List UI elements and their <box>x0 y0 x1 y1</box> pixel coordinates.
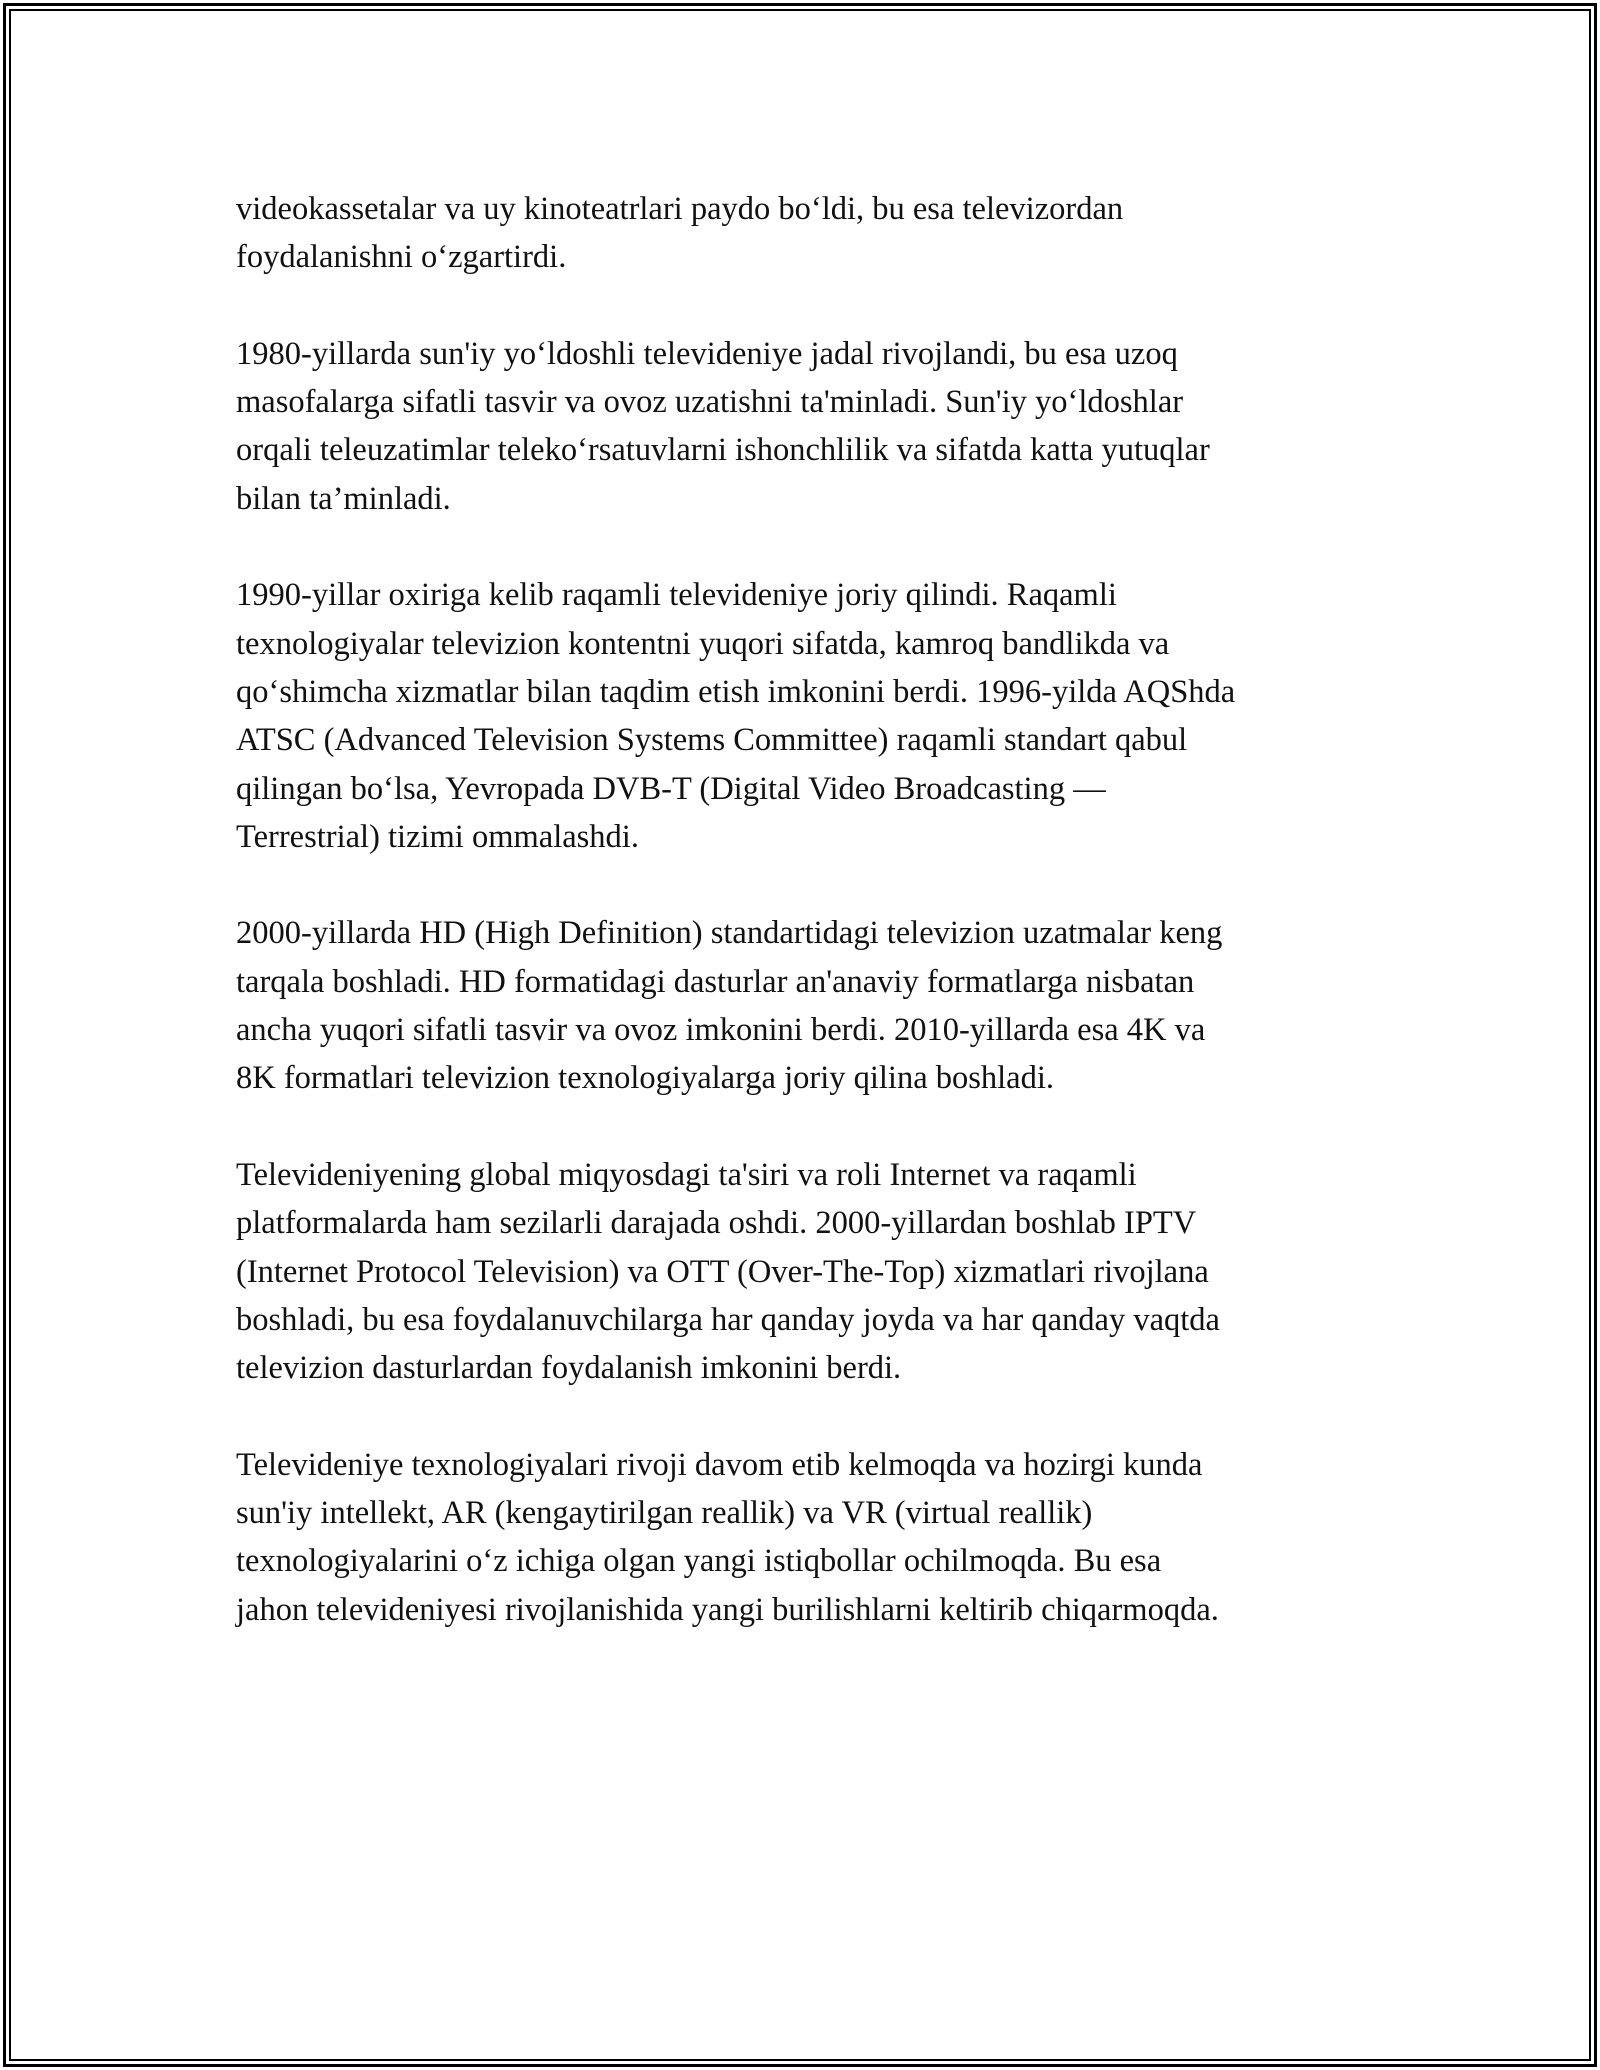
text-line: 2000-yillarda HD (High Definition) standartidagi televizion uzatmalar keng <box>236 915 1223 952</box>
text-line: 1990-yillar oxiriga kelib raqamli televideniye joriy qilindi. Raqamli <box>236 577 1117 614</box>
text-line: texnologiyalarini o‘z ichiga olgan yangi istiqbollar ochilmoqda. Bu esa <box>236 1543 1162 1580</box>
paragraph-1 <box>236 185 1366 282</box>
document-body <box>236 185 1366 1682</box>
paragraph-6 <box>236 1441 1366 1634</box>
text-line: (Internet Protocol Television) va OTT (Over-The-Top) xizmatlari rivojlana <box>236 1253 1209 1290</box>
text-line: videokassetalar va uy kinoteatrlari paydo bo‘ldi, bu esa televizordan <box>236 191 1124 227</box>
text-line: qilingan bo‘lsa, Yevropada DVB-T (Digital Video Broadcasting — <box>236 770 1106 807</box>
paragraph-2 <box>236 330 1366 523</box>
text-line: ancha yuqori sifatli tasvir va ovoz imkonini berdi. 2010-yillarda esa 4K va <box>236 1012 1206 1049</box>
paragraph-5 <box>236 1151 1366 1392</box>
text-line: orqali teleuzatimlar teleko‘rsatuvlarni ishonchlilik va sifatda katta yutuqlar <box>236 432 1210 469</box>
text-line: boshladi, bu esa foydalanuvchilarga har qanday joyda va har qanday vaqtda <box>236 1301 1220 1338</box>
text-line: televizion dasturlardan foydalanish imkonini berdi. <box>236 1350 902 1387</box>
text-line: Televideniye texnologiyalari rivoji davom etib kelmoqda va hozirgi kunda <box>236 1446 1203 1483</box>
text-line: Terrestrial) tizimi ommalashdi. <box>236 818 639 855</box>
text-line: sun'iy intellekt, AR (kengaytirilgan reallik) va VR (virtual reallik) <box>236 1495 1093 1532</box>
text-line: 8K formatlari televizion texnologiyalarga joriy qilina boshladi. <box>236 1060 1055 1097</box>
text-line: Televideniyening global miqyosdagi ta'siri va roli Internet va raqamli <box>236 1156 1137 1193</box>
text-line: ATSC (Advanced Television Systems Committee) raqamli standart qabul <box>236 722 1188 759</box>
text-line: masofalarga sifatli tasvir va ovoz uzatishni ta'minladi. Sun'iy yo‘ldoshlar <box>236 384 1184 421</box>
text-line: platformalarda ham sezilarli darajada oshdi. 2000-yillardan boshlab IPTV <box>236 1205 1197 1242</box>
text-line: foydalanishni o‘zgartirdi. <box>236 239 567 276</box>
text-line: tarqala boshladi. HD formatidagi dasturlar an'anaviy formatlarga nisbatan <box>236 963 1195 1000</box>
text-line: texnologiyalar televizion kontentni yuqori sifatda, kamroq bandlikda va <box>236 625 1170 662</box>
paragraph-4 <box>236 909 1366 1102</box>
text-line: bilan ta’minladi. <box>236 480 451 517</box>
paragraph-3 <box>236 571 1366 861</box>
text-line: jahon televideniyesi rivojlanishida yangi burilishlarni keltirib chiqarmoqda. <box>236 1591 1219 1628</box>
text-line: qo‘shimcha xizmatlar bilan taqdim etish imkonini berdi. 1996-yilda AQShda <box>236 673 1236 710</box>
text-line: 1980-yillarda sun'iy yo‘ldoshli televideniye jadal rivojlandi, bu esa uzoq <box>236 335 1178 372</box>
